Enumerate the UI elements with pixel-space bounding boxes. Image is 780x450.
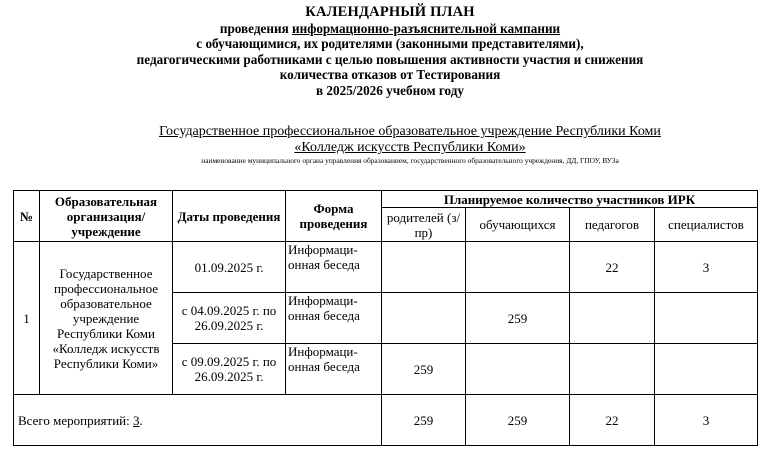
total-row xyxy=(14,395,758,446)
specialists-cell xyxy=(655,293,758,344)
row-number-cell: 1 xyxy=(14,242,40,395)
header-line-5: в 2025/2026 учебном году xyxy=(316,82,464,98)
parents-cell: 259 xyxy=(382,344,466,395)
form-cell: Информаци-онная беседа xyxy=(286,344,382,395)
header-line-2: с обучающимися, их родителями (законными представителями), xyxy=(196,36,584,52)
total-dot: . xyxy=(139,412,143,428)
students-cell xyxy=(466,242,570,293)
organization-caption: наименование муниципального органа управления образованием, государственного образовательного учреждения, ДД, ГПОУ, ВУЗа xyxy=(201,156,619,165)
table-row xyxy=(14,242,758,293)
plan-table xyxy=(13,190,758,446)
organization-line-2: «Колледж искусств Республики Коми» xyxy=(294,140,526,155)
header-line-1 xyxy=(0,21,780,37)
col-header-organization: Образовательная организация/ учреждение xyxy=(40,191,173,242)
col-header-planned-participants: Планируемое количество участников ИРК xyxy=(382,191,758,208)
organization-name xyxy=(0,124,780,156)
total-label: Всего мероприятий: xyxy=(18,412,133,428)
parents-cell xyxy=(382,242,466,293)
dates-cell: 01.09.2025 г. xyxy=(173,242,286,293)
header-line-1-prefix: проведения xyxy=(219,20,292,36)
teachers-cell xyxy=(570,293,655,344)
col-header-parents: родителей (з/пр) xyxy=(382,208,466,242)
plan-header xyxy=(0,5,780,99)
form-cell: Информаци-онная беседа xyxy=(286,293,382,344)
specialists-cell: 3 xyxy=(655,242,758,293)
header-line-4: количества отказов от Тестирования xyxy=(279,67,501,83)
form-cell: Информаци-онная беседа xyxy=(286,242,382,293)
col-header-number: № xyxy=(14,191,40,242)
dates-cell: с 09.09.2025 г. по 26.09.2025 г. xyxy=(173,344,286,395)
students-cell: 259 xyxy=(466,293,570,344)
header-campaign-name: информационно-разъяснительной кампании xyxy=(292,20,561,36)
col-header-teachers: педагогов xyxy=(570,208,655,242)
teachers-cell: 22 xyxy=(570,242,655,293)
total-label-cell xyxy=(14,395,382,446)
teachers-cell xyxy=(570,344,655,395)
total-count: 3 xyxy=(132,412,140,428)
plan-title: КАЛЕНДАРНЫЙ ПЛАН xyxy=(305,4,475,20)
total-students-cell: 259 xyxy=(466,395,570,446)
organization-cell: Государственное профессиональное образовательное учреждение Республики Коми «Колледж искусств Республики Коми» xyxy=(40,242,173,395)
organization-line-1: Государственное профессиональное образовательное учреждение Республики Коми xyxy=(159,124,661,139)
total-teachers-cell: 22 xyxy=(570,395,655,446)
total-specialists-cell: 3 xyxy=(655,395,758,446)
dates-cell: с 04.09.2025 г. по 26.09.2025 г. xyxy=(173,293,286,344)
col-header-dates: Даты проведения xyxy=(173,191,286,242)
header-line-3: педагогическими работниками с целью повышения активности участия и снижения xyxy=(136,51,644,67)
col-header-students: обучающихся xyxy=(466,208,570,242)
col-header-form: Форма проведения xyxy=(286,191,382,242)
col-header-specialists: специалистов xyxy=(655,208,758,242)
total-parents-cell: 259 xyxy=(382,395,466,446)
specialists-cell xyxy=(655,344,758,395)
students-cell xyxy=(466,344,570,395)
parents-cell xyxy=(382,293,466,344)
